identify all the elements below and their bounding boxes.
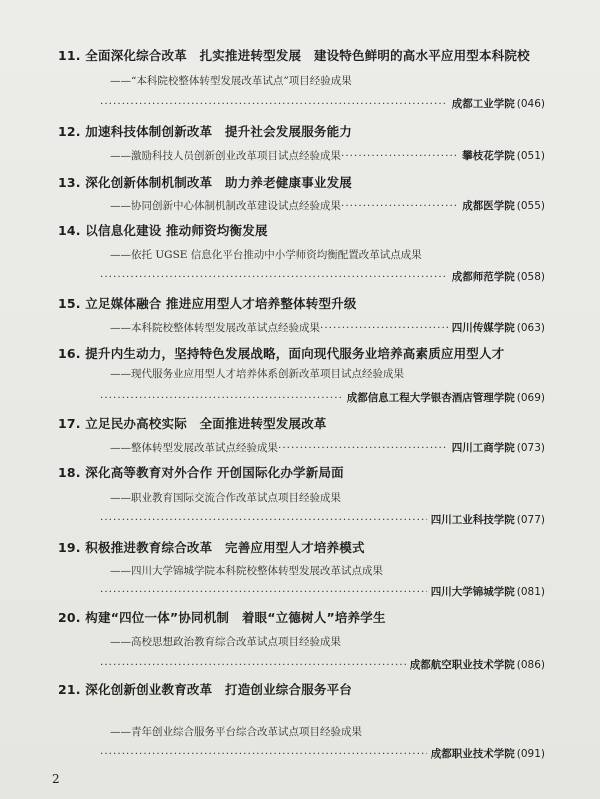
entry-page[interactable]: (055) [516, 200, 545, 212]
entry-org: 四川工商学院 [451, 442, 515, 454]
leader-dots [100, 748, 427, 760]
entry-title[interactable]: 11. 全面深化综合改革 扎实推进转型发展 建设特色鲜明的高水平应用型本科院校 [58, 48, 530, 63]
entry-subtitle: ——职业教育国际交流合作改革试点项目经验成果 [110, 492, 341, 504]
leader-dots [100, 271, 448, 283]
entry-subtitle: ——现代服务业应用型人才培养体系创新改革项目试点经验成果 [110, 368, 404, 380]
entry-title[interactable]: 12. 加速科技体制创新改革 提升社会发展服务能力 [58, 124, 352, 139]
leader-dots [100, 586, 427, 598]
entry-subtitle: ——本科院校整体转型发展改革试点经验成果 [110, 322, 320, 334]
entry-title[interactable]: 16. 提升内生动力，坚持特色发展战略，面向现代服务业培养高素质应用型人才 [58, 346, 505, 361]
entry-org: 成都航空职业技术学院 [409, 659, 515, 671]
entry-page[interactable]: (069) [516, 392, 545, 404]
entry-org: 四川大学锦城学院 [430, 586, 515, 598]
entry-source-line [100, 657, 545, 672]
entry-source-line [110, 148, 545, 163]
entry-subtitle: ——依托 UGSE 信息化平台推动中小学师资均衡配置改革试点成果 [110, 249, 422, 261]
entry-org: 攀枝花学院 [462, 150, 515, 162]
entry-page[interactable]: (073) [516, 442, 545, 454]
entry-page[interactable]: (081) [516, 586, 545, 598]
entry-page[interactable]: (051) [516, 150, 545, 162]
entry-subtitle: ——高校思想政治教育综合改革试点项目经验成果 [110, 636, 341, 648]
entry-page[interactable]: (058) [516, 271, 545, 283]
entry-page[interactable]: (091) [516, 748, 545, 760]
entry-subtitle: ——激励科技人员创新创业改革项目试点经验成果 [110, 150, 341, 162]
entry-org: 四川传媒学院 [451, 322, 515, 334]
entry-title[interactable]: 17. 立足民办高校实际 全面推进转型发展改革 [58, 416, 327, 431]
entry-subtitle: ——青年创业综合服务平台综合改革试点项目经验成果 [110, 726, 362, 738]
entry-org: 成都师范学院 [451, 271, 515, 283]
entry-title[interactable]: 19. 积极推进教育综合改革 完善应用型人才培养模式 [58, 540, 365, 555]
entry-page[interactable]: (046) [516, 98, 545, 110]
entry-org: 成都医学院 [462, 200, 515, 212]
entry-page[interactable]: (086) [516, 659, 545, 671]
leader-dots [341, 200, 458, 212]
leader-dots [278, 442, 448, 454]
entry-title[interactable]: 18. 深化高等教育对外合作 开创国际化办学新局面 [58, 465, 344, 480]
entry-source-line [110, 440, 545, 455]
entry-subtitle: ——四川大学锦城学院本科院校整体转型发展改革试点成果 [110, 565, 383, 577]
entry-source-line [110, 198, 545, 213]
entry-org: 成都工业学院 [451, 98, 515, 110]
entry-page[interactable]: (063) [516, 322, 545, 334]
entry-org: 四川工业科技学院 [430, 514, 515, 526]
entry-org: 成都职业技术学院 [430, 748, 515, 760]
entry-page[interactable]: (077) [516, 514, 545, 526]
page-number: 2 [52, 772, 60, 786]
leader-dots [341, 150, 458, 162]
entry-subtitle: ——协同创新中心体制机制改革建设试点经验成果 [110, 200, 341, 212]
entry-title[interactable]: 13. 深化创新体制机制改革 助力养老健康事业发展 [58, 175, 352, 190]
entry-subtitle: ——“本科院校整体转型发展改革试点”项目经验成果 [110, 75, 352, 87]
entry-source-line [100, 746, 545, 761]
leader-dots [100, 514, 427, 526]
leader-dots [320, 322, 448, 334]
entry-source-line [100, 96, 545, 111]
entry-source-line [110, 320, 545, 335]
entry-source-line [100, 390, 545, 405]
leader-dots [100, 659, 406, 671]
entry-title[interactable]: 15. 立足媒体融合 推进应用型人才培养整体转型升级 [58, 296, 357, 311]
entry-source-line [100, 584, 545, 599]
entry-title[interactable]: 20. 构建“四位一体”协同机制 着眼“立德树人”培养学生 [58, 610, 386, 625]
entry-title[interactable]: 14. 以信息化建设 推动师资均衡发展 [58, 223, 268, 238]
entry-source-line [100, 512, 545, 527]
entry-title[interactable]: 21. 深化创新创业教育改革 打造创业综合服务平台 [58, 682, 352, 697]
entry-subtitle: ——整体转型发展改革试点经验成果 [110, 442, 278, 454]
entry-source-line [100, 269, 545, 284]
leader-dots [100, 98, 448, 110]
entry-org: 成都信息工程大学银杏酒店管理学院 [346, 392, 515, 404]
leader-dots [100, 392, 343, 404]
